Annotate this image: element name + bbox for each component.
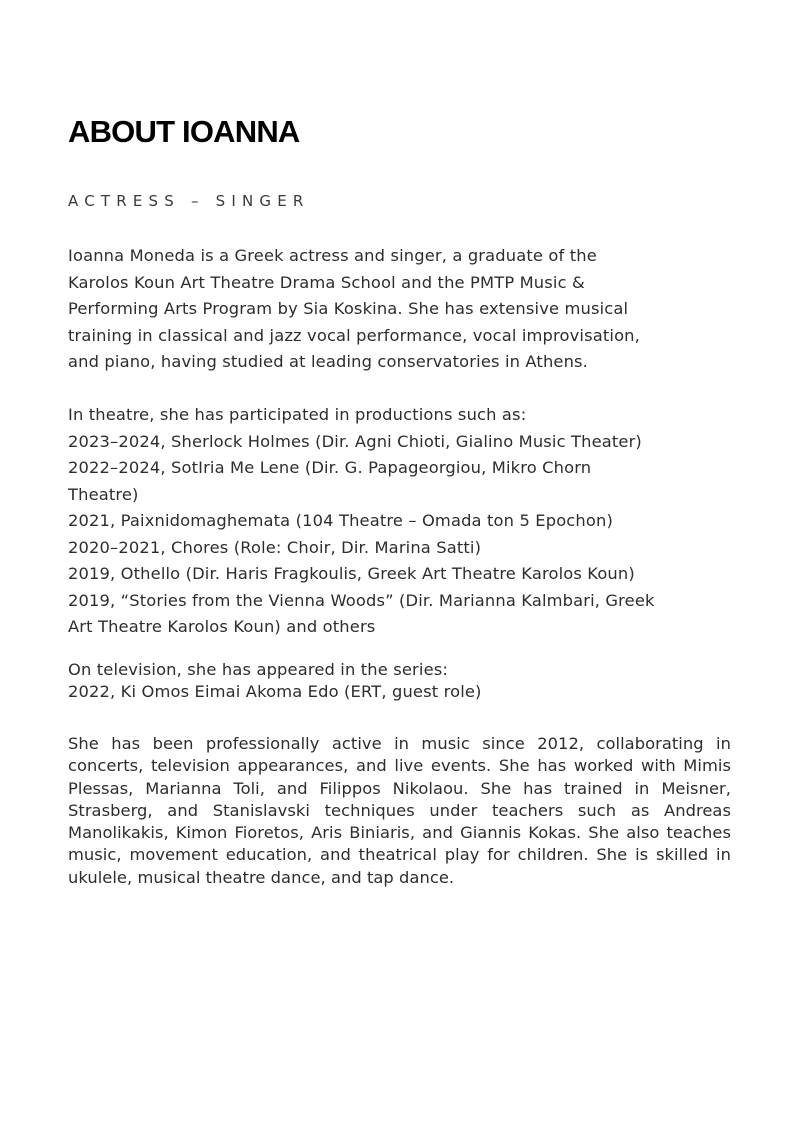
television-section: [68, 659, 731, 703]
theatre-production: 2020–2021, Chores (Role: Choir, Dir. Marina Satti): [68, 537, 482, 557]
theatre-production: Art Theatre Karolos Koun) and others: [68, 617, 376, 636]
theatre-production: 2022–2024, SotIria Me Lene (Dir. G. Papageorgiou, Mikro Chorn: [68, 458, 592, 477]
intro-line: Performing Arts Program by Sia Koskina. She has extensive musical: [68, 299, 629, 318]
television-heading: On television, she has appeared in the series:: [68, 660, 449, 679]
theatre-production: 2023–2024, Sherlock Holmes (Dir. Agni Chioti, Gialino Music Theater): [68, 431, 642, 451]
intro-line: training in classical and jazz vocal performance, vocal improvisation,: [68, 325, 640, 345]
intro-line: Ioanna Moneda is a Greek actress and singer, a graduate of the: [68, 246, 597, 265]
intro-paragraph: [68, 243, 731, 376]
music-paragraph: She has been professionally active in music since 2012, collaborating in concerts, television appearances, and live events. She has worked with Mimis Plessas, Marianna Toli, and Filippos Nikolaou. She has trained in Meisner, Strasberg, and Stanislavski techniques under teachers such as Andreas Manolikakis, Kimon Fioretos, Aris Biniaris, and Giannis Kokas. She also teaches music, movement education, and theatrical play for children. She is skilled in ukulele, musical theatre dance, and tap dance.: [68, 734, 731, 887]
intro-line: Karolos Koun Art Theatre Drama School and the PMTP Music &: [68, 272, 585, 292]
theatre-production: 2019, “Stories from the Vienna Woods” (Dir. Marianna Kalmbari, Greek: [68, 590, 655, 610]
music-section: [68, 733, 731, 889]
theatre-production: 2019, Othello (Dir. Haris Fragkoulis, Greek Art Theatre Karolos Koun): [68, 564, 635, 583]
theatre-production: 2021, Paixnidomaghemata (104 Theatre – Omada ton 5 Epochon): [68, 511, 613, 530]
theatre-section: [68, 402, 731, 641]
page-title: ABOUT IOANNA: [68, 114, 300, 149]
intro-line: and piano, having studied at leading conservatories in Athens.: [68, 352, 589, 371]
television-series: 2022, Ki Omos Eimai Akoma Edo (ERT, guest role): [68, 682, 482, 701]
theatre-heading: In theatre, she has participated in productions such as:: [68, 405, 527, 424]
theatre-production: Theatre): [68, 484, 139, 504]
page-subtitle: ACTRESS – SINGER: [68, 192, 310, 210]
